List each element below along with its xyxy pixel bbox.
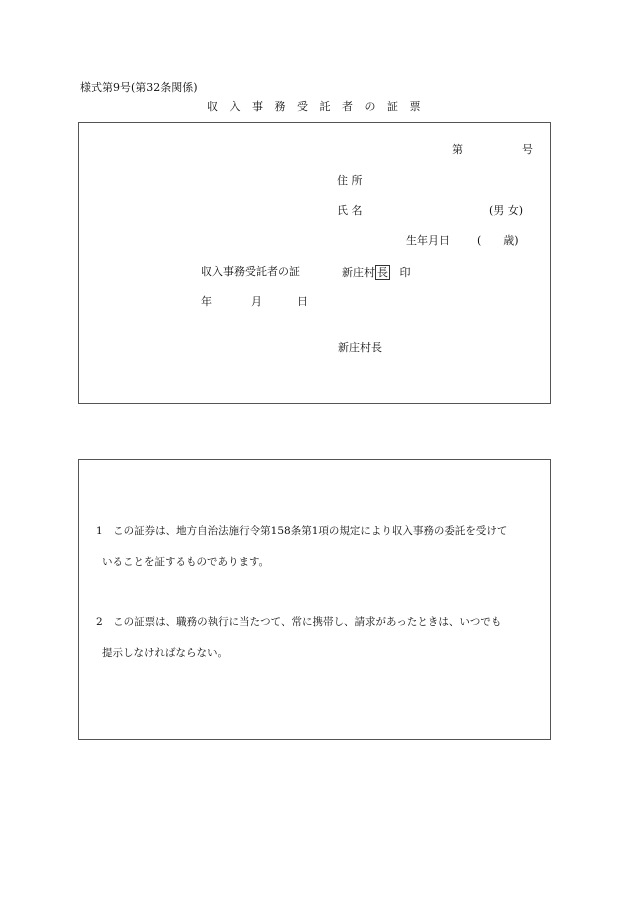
page-title: 収 入 事 務 受 託 者 の 証 票	[207, 100, 425, 113]
note-1-line-1: 1 この証券は、地方自治法施行令第158条第1項の規定により収入事務の委託を受けて	[96, 525, 508, 537]
address-label: 住 所	[337, 174, 363, 187]
date-day: 日	[297, 295, 308, 308]
gender-field: (男 女)	[489, 204, 524, 217]
certificate-back	[78, 459, 551, 740]
number-prefix: 第	[452, 143, 463, 156]
certificate-label: 収入事務受託者の証	[201, 265, 300, 278]
number-suffix: 号	[522, 143, 533, 156]
issuer-with-seal	[342, 265, 411, 280]
name-label: 氏 名	[337, 204, 363, 217]
certificate-front	[78, 122, 551, 404]
note-1-line-2: いることを証するものであります。	[102, 556, 270, 568]
birth-label: 生年月日	[406, 234, 450, 247]
date-year: 年	[201, 295, 212, 308]
date-month: 月	[251, 295, 262, 308]
note-2-line-1: 2 この証票は、職務の執行に当たつて、常に携帯し、請求があったときは、いつでも	[96, 616, 502, 628]
note-2-line-2: 提示しなければならない。	[102, 647, 228, 659]
seal-box: 長	[377, 266, 388, 279]
issuer-village: 新庄村	[342, 266, 375, 279]
form-number: 様式第9号(第32条関係)	[80, 81, 198, 94]
seal-mark: 印	[399, 266, 411, 279]
age-field: ( 歳)	[477, 234, 519, 247]
mayor-signature: 新庄村長	[338, 341, 382, 354]
